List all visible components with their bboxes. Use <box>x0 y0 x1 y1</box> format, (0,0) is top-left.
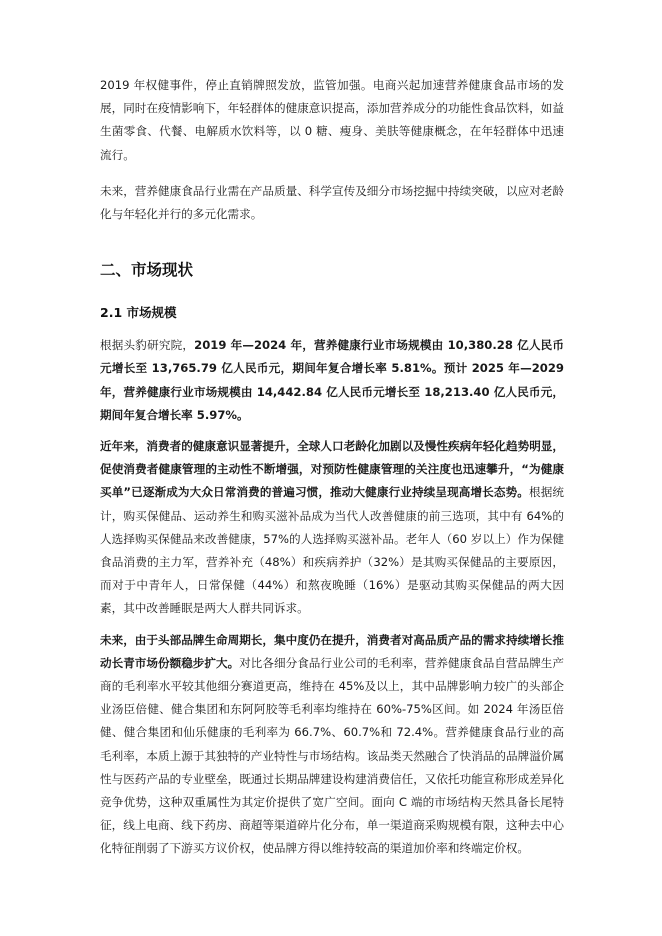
market-size-bold-text: 2019 年—2024 年，营养健康行业市场规模由 10,380.28 亿人民币元增长至 13,765.79 亿人民币元，期间年复合增长率 5.81%。预计 2025 年—2029 年，营养健康行业市场规模由 14,442.84 亿人民币元增长至 18,213.40 亿人民币元，期间年复合增长率 5.97%。 <box>100 338 564 422</box>
section-heading-market-status: 二、市场现状 <box>100 261 194 280</box>
future-margins-body-text: 对比各细分食品行业公司的毛利率，营养健康食品自营品牌生产商的毛利率水平较其他细分赛道更高，维持在 45%及以上，其中品牌影响力较广的头部企业汤臣倍健、健合集团和东阿阿胶等毛利率均维持在 60%-75%区间。如 2024 年汤臣倍健、健合集团和仙乐健康的毛利率为 66.7%、60.7%和 72.4%。营养健康食品行业的高毛利率，本质上源于其独特的产业特性与市场结构。该品类天然融合了快消品的品牌溢价属性与医药产品的专业壁垒，既通过长期品牌建设构建消费信任，又依托功能宣称形成差异化竞争优势，这种双重属性为其定价提供了宽广空间。面向 C 端的市场结构天然具备长尾特征，线上电商、线下药房、商超等渠道碎片化分布，单一渠道商采购规模有限，这种去中心化特征削弱了下游买方议价权，使品牌方得以维持较高的渠道加价率和终端定价权。 <box>100 655 565 856</box>
paragraph-intro-future: 未来，营养健康食品行业需在产品质量、科学宣传及细分市场挖掘中持续突破，以应对老龄化与年轻化并行的多元化需求。 <box>100 183 564 222</box>
subsection-heading-market-size: 2.1 市场规模 <box>100 305 177 321</box>
paragraph-market-size <box>100 334 564 427</box>
future-margins-bold-text: 未来，由于头部品牌生命周期长，集中度仍在提升，消费者对高品质产品的需求持续增长推动长青市场份额稳步扩大。 <box>100 632 564 670</box>
health-awareness-bold-text: 近年来，消费者的健康意识显著提升，全球人口老龄化加剧以及慢性疾病年轻化趋势明显，促使消费者健康管理的主动性不断增强，对预防性健康管理的关注度也迅速攀升，“为健康买单”已逐渐成为大众日常消费的普遍习惯，推动大健康行业持续呈现高增长态势。 <box>100 439 564 500</box>
paragraph-health-awareness <box>100 435 564 621</box>
paragraph-intro-history: 2019 年权健事件，停止直销牌照发放，监管加强。电商兴起加速营养健康食品市场的发展，同时在疫情影响下，年轻群体的健康意识提高，添加营养成分的功能性食品饮料，如益生菌零食、代餐、电解质水饮料等，以 0 糖、瘦身、美肤等健康概念，在年轻群体中迅速流行。 <box>100 78 564 162</box>
market-size-lead-text: 根据头豹研究院， <box>100 338 195 353</box>
health-awareness-body-text: 根据统计，购买保健品、运动养生和购买滋补品成为当代人改善健康的前三选项，其中有 64%的人选择购买保健品来改善健康，57%的人选择购买滋补品。老年人（60 岁以上）作为保健食品消费的主力军，营养补充（48%）和疾病养护（32%）是其购买保健品的主要原因，而对于中青年人，日常保健（44%）和熬夜晚睡（16%）是驱动其购买保健品的两大因素，其中改善睡眠是两大人群共同诉求。 <box>100 485 564 616</box>
document-page <box>100 74 564 861</box>
paragraph-future-margins <box>100 629 564 861</box>
